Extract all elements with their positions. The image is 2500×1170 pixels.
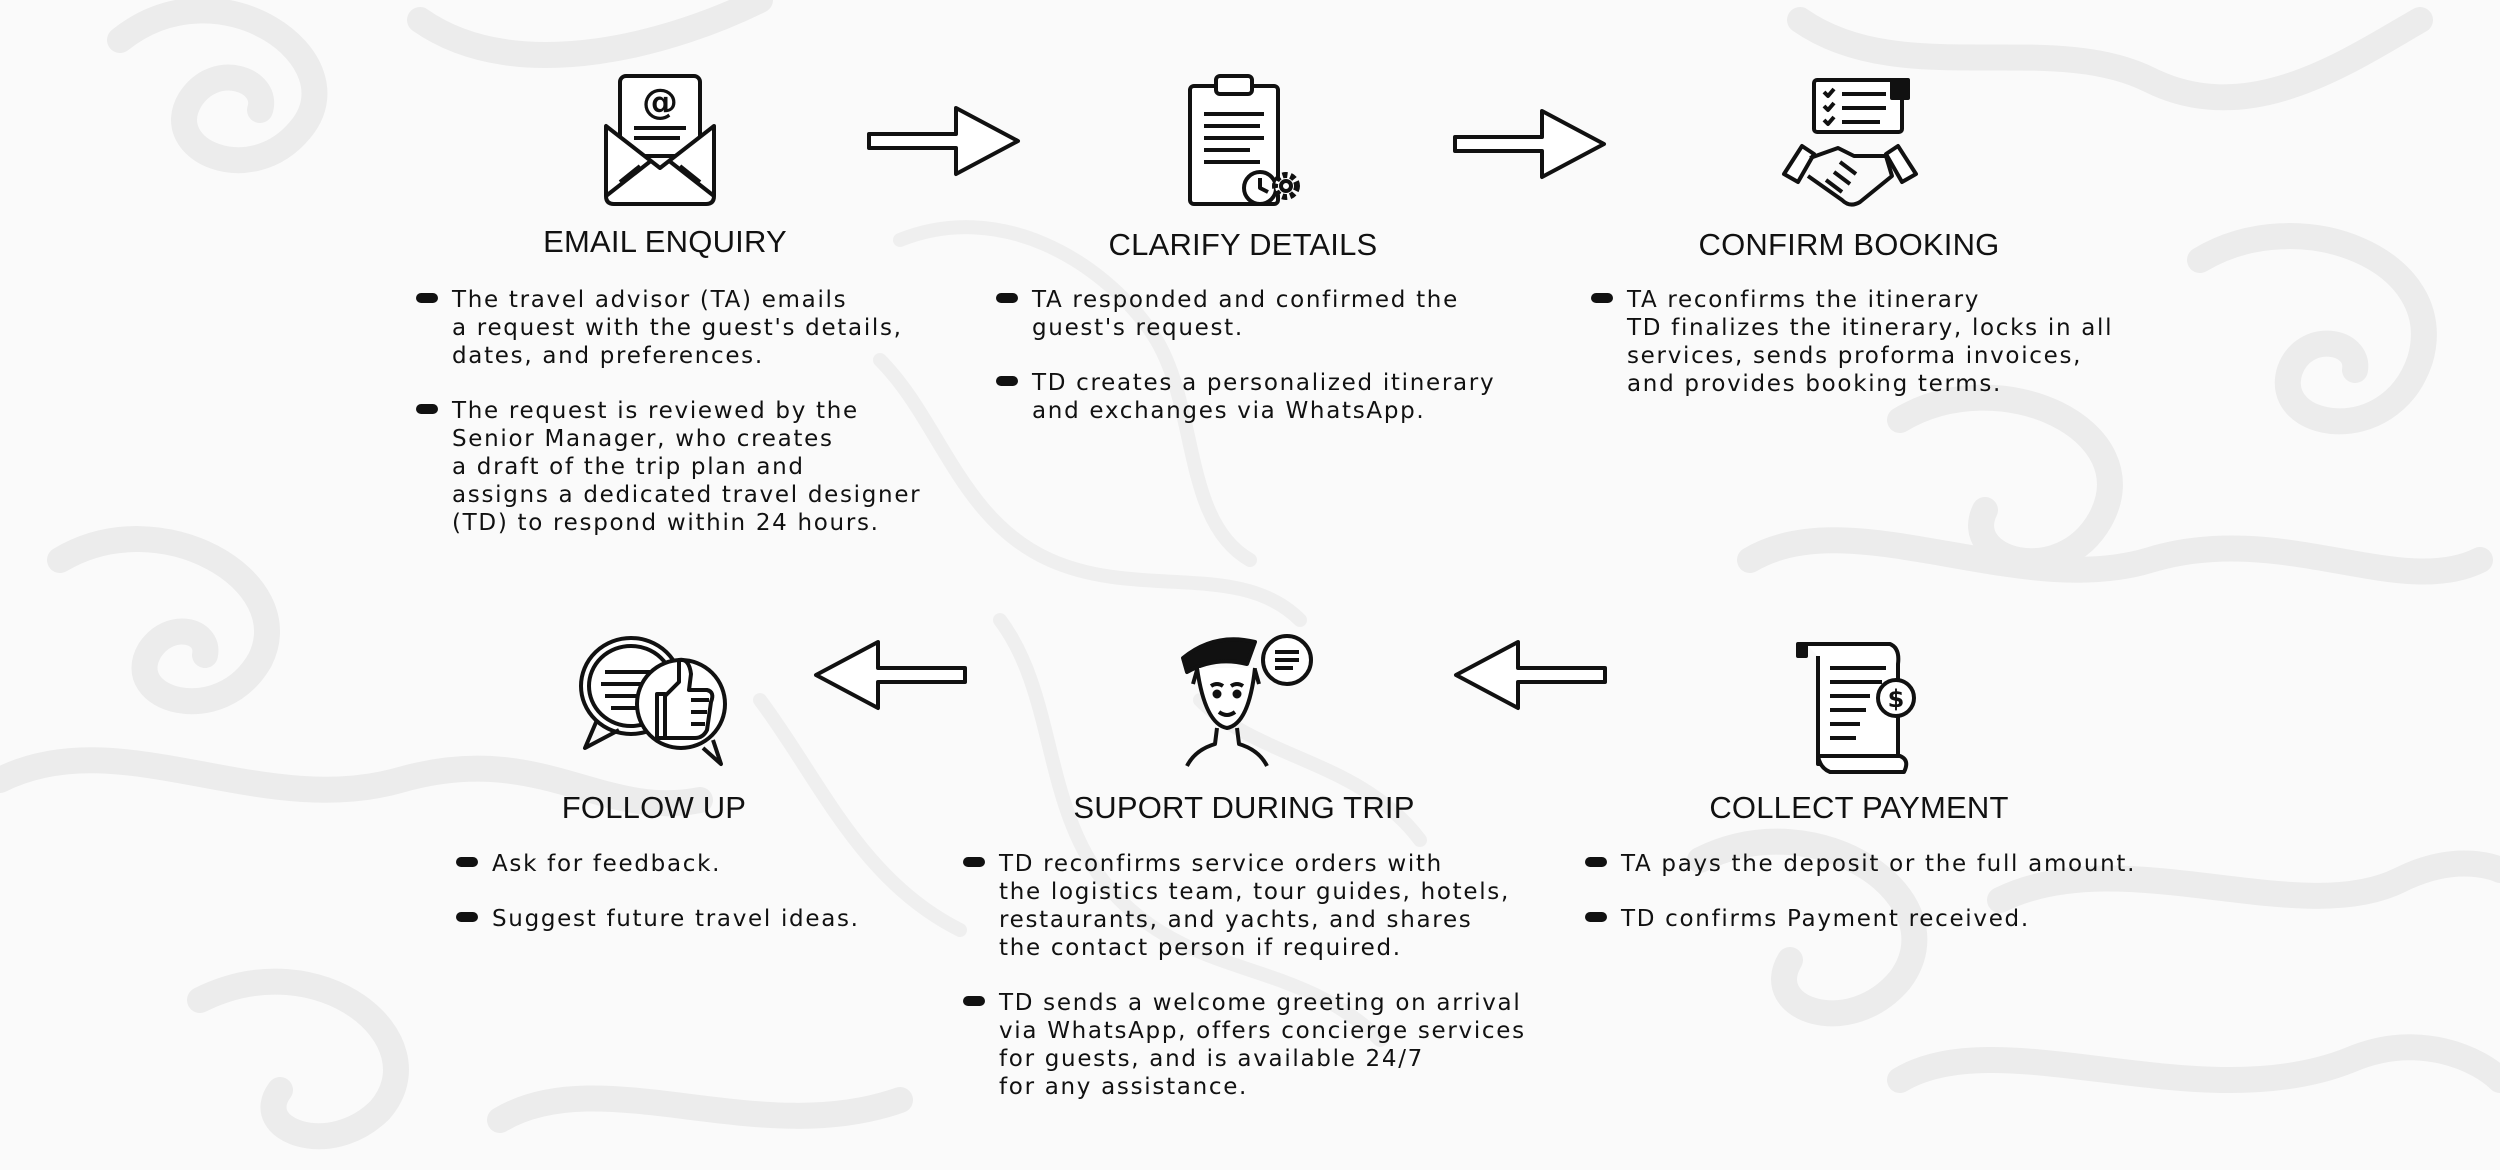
step-title-clarify-details: CLARIFY DETAILS bbox=[1108, 227, 1378, 262]
step-details-email-enquiry bbox=[416, 286, 976, 564]
arrow-left-icon bbox=[1452, 638, 1608, 712]
bullet-marker bbox=[1585, 912, 1607, 922]
list-item bbox=[456, 905, 916, 933]
bullet-text: Suggest future travel ideas. bbox=[492, 906, 860, 932]
bullet-text: The travel advisor (TA) emails a request with the guest's details, dates, and preferences. bbox=[452, 287, 903, 369]
bullet-marker bbox=[996, 293, 1018, 303]
arrow-left-icon bbox=[812, 638, 968, 712]
step-details-collect-payment bbox=[1585, 850, 2245, 960]
email-envelope-icon bbox=[600, 70, 720, 210]
svg-text:$: $ bbox=[1887, 685, 1905, 713]
list-item bbox=[963, 850, 1583, 962]
invoice-dollar-icon bbox=[1790, 638, 1925, 778]
step-details-confirm-booking bbox=[1591, 286, 2191, 425]
list-item bbox=[416, 286, 976, 370]
bullet-text: TA pays the deposit or the full amount. bbox=[1621, 851, 2137, 877]
list-item bbox=[456, 850, 916, 878]
step-details-clarify-details bbox=[996, 286, 1556, 452]
bullet-marker bbox=[416, 293, 438, 303]
bullet-marker bbox=[456, 912, 478, 922]
bullet-text: TD sends a welcome greeting on arrival via WhatsApp, offers concierge services for guests, and is available 24/7 for any assistance. bbox=[999, 990, 1526, 1100]
bullet-marker bbox=[456, 857, 478, 867]
step-title-suport-during-trip: SUPORT DURING TRIP bbox=[1073, 790, 1415, 825]
bullet-text: TA responded and confirmed the guest's request. bbox=[1032, 287, 1459, 341]
bullet-marker bbox=[416, 404, 438, 414]
bullet-marker bbox=[963, 857, 985, 867]
chat-thumbs-up-icon bbox=[575, 630, 735, 770]
step-title-confirm-booking: CONFIRM BOOKING bbox=[1698, 227, 2000, 262]
bullet-marker bbox=[996, 376, 1018, 386]
step-details-follow-up bbox=[456, 850, 916, 960]
guide-person-chat-icon bbox=[1175, 628, 1315, 768]
bullet-text: TD creates a personalized itinerary and exchanges via WhatsApp. bbox=[1032, 370, 1496, 424]
bullet-text: The request is reviewed by the Senior Manager, who creates a draft of the trip plan and assigns a dedicated travel designer (TD) to respond within 24 hours. bbox=[452, 398, 922, 536]
list-item bbox=[1585, 850, 2245, 878]
list-item bbox=[996, 286, 1556, 342]
bullet-text: TD reconfirms service orders with the logistics team, tour guides, hotels, restaurants, and yachts, and shares the contact person if required. bbox=[999, 851, 1510, 961]
list-item bbox=[996, 369, 1556, 425]
svg-text:@: @ bbox=[642, 82, 678, 123]
list-item bbox=[416, 397, 976, 537]
bullet-text: Ask for feedback. bbox=[492, 851, 722, 877]
arrow-right-icon bbox=[866, 104, 1022, 178]
bullet-marker bbox=[1591, 293, 1613, 303]
clipboard-gear-icon bbox=[1180, 72, 1305, 210]
bullet-text: TA reconfirms the itinerary TD finalizes the itinerary, locks in all services, sends proforma invoices, and provides booking terms. bbox=[1627, 287, 2114, 397]
arrow-right-icon bbox=[1452, 107, 1608, 181]
list-item bbox=[1585, 905, 2245, 933]
bullet-text: TD confirms Payment received. bbox=[1621, 906, 2030, 932]
bullet-marker bbox=[963, 996, 985, 1006]
list-item bbox=[1591, 286, 2191, 398]
list-item bbox=[963, 989, 1583, 1101]
bullet-marker bbox=[1585, 857, 1607, 867]
handshake-checklist-icon bbox=[1780, 76, 1920, 211]
step-details-suport-during-trip bbox=[963, 850, 1583, 1128]
step-title-follow-up: FOLLOW UP bbox=[561, 790, 747, 825]
step-title-email-enquiry: EMAIL ENQUIRY bbox=[543, 224, 787, 259]
step-title-collect-payment: COLLECT PAYMENT bbox=[1709, 790, 2009, 825]
